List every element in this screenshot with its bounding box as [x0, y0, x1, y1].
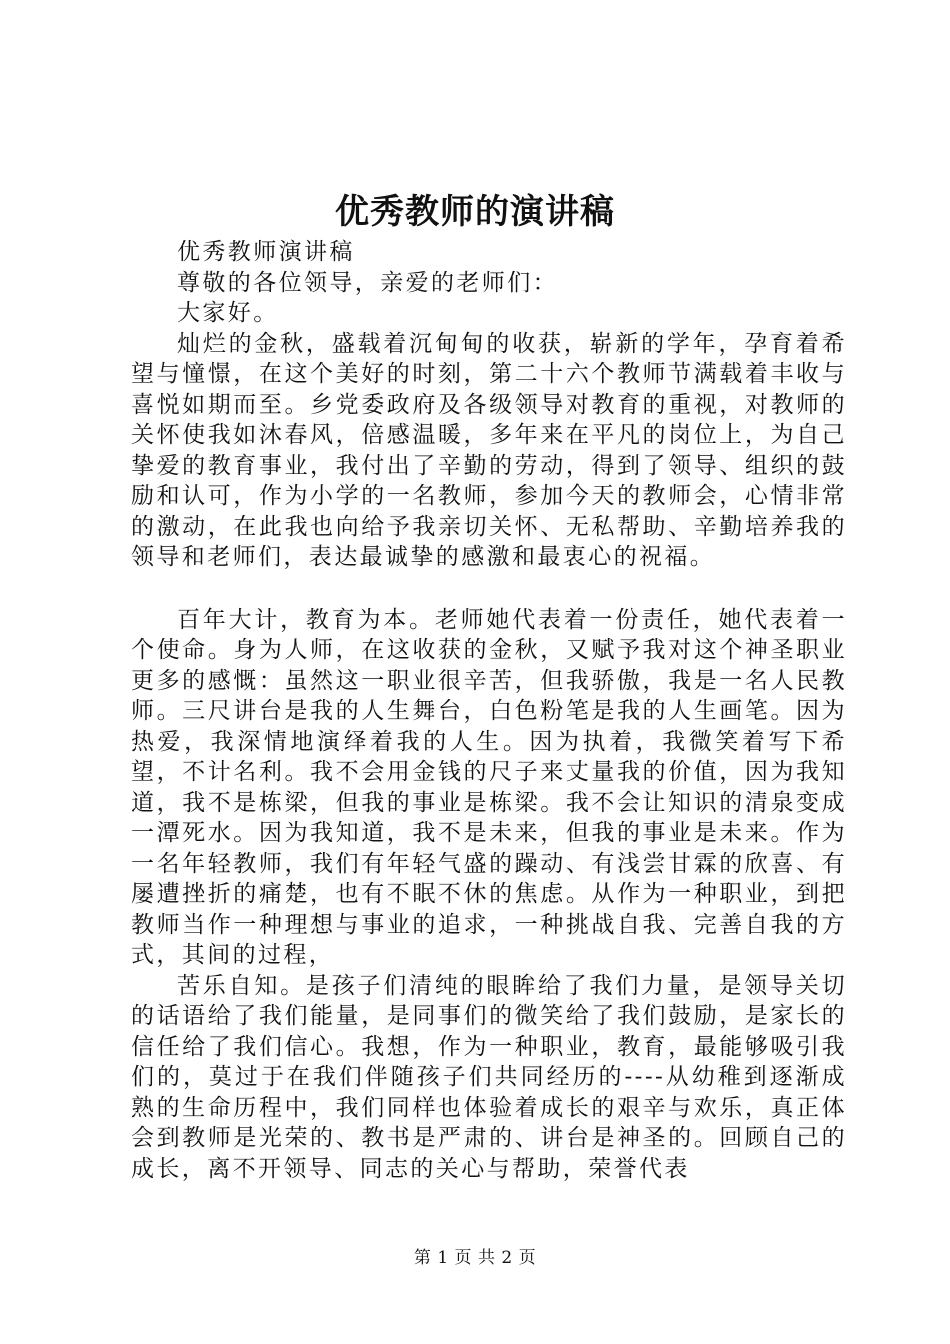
paragraph: 百年大计，教育为本。老师她代表着一份责任，她代表着一个使命。身为人师，在这收获的金秋，又赋予我对这个神圣职业更多的感慨：虽然这一职业很辛苦，但我骄傲，我是一名人民教师。三尺讲台是我的人生舞台，白色粉笔是我的人生画笔。因为热爱，我深情地演绎着我的人生。因为执着，我微笑着写下希望，不计名利。我不会用金钱的尺子来丈量我的价值，因为我知道，我不是栋梁，但我的事业是栋梁。我不会让知识的清泉变成一潭死水。因为我知道，我不是未来，但我的事业是未来。作为一名年轻教师，我们有年轻气盛的躁动、有浅尝甘霖的欣喜、有屡遭挫折的痛楚，也有不眠不休的焦虑。从作为一种职业，到把教师当作一种理想与事业的追求，一种挑战自我、完善自我的方式，其间的过程， — [131, 606, 847, 968]
greeting-line: 大家好。 — [177, 300, 279, 326]
paragraph: 灿烂的金秋，盛载着沉甸甸的收获，崭新的学年，孕育着希望与憧憬，在这个美好的时刻，第二十六个教师节满载着丰收与喜悦如期而至。乡党委政府及各级领导对教育的重视，对教师的关怀使我如沐春风，倍感温暖，多年来在平凡的岗位上，为自己挚爱的教育事业，我付出了辛勤的劳动，得到了领导、组织的鼓励和认可，作为小学的一名教师，参加今天的教师会，心情非常的激动，在此我也向给予我亲切关怀、无私帮助、辛勤培养我的领导和老师们，表达最诚挚的感激和最衷心的祝福。 — [131, 330, 847, 570]
paragraph: 苦乐自知。是孩子们清纯的眼眸给了我们力量，是领导关切的话语给了我们能量，是同事们的微笑给了我们鼓励，是家长的信任给了我们信心。我想，作为一种职业，教育，最能够吸引我们的，莫过于在我们伴随孩子们共同经历的----从幼稚到逐渐成熟的生命历程中，我们同样也体验着成长的艰辛与欢乐，真正体会到教师是光荣的、教书是严肃的、讲台是神圣的。回顾自己的成长，离不开领导、同志的关心与帮助，荣誉代表 — [131, 972, 847, 1182]
document-body — [131, 237, 847, 1184]
page-footer: 第 1 页 共 2 页 — [413, 1248, 537, 1268]
subtitle-line: 优秀教师演讲稿 — [177, 239, 355, 265]
salutation-line: 尊敬的各位领导，亲爱的老师们： — [177, 269, 558, 296]
paragraph-spacer — [131, 573, 847, 605]
document-title: 优秀教师的演讲稿 — [335, 192, 615, 232]
